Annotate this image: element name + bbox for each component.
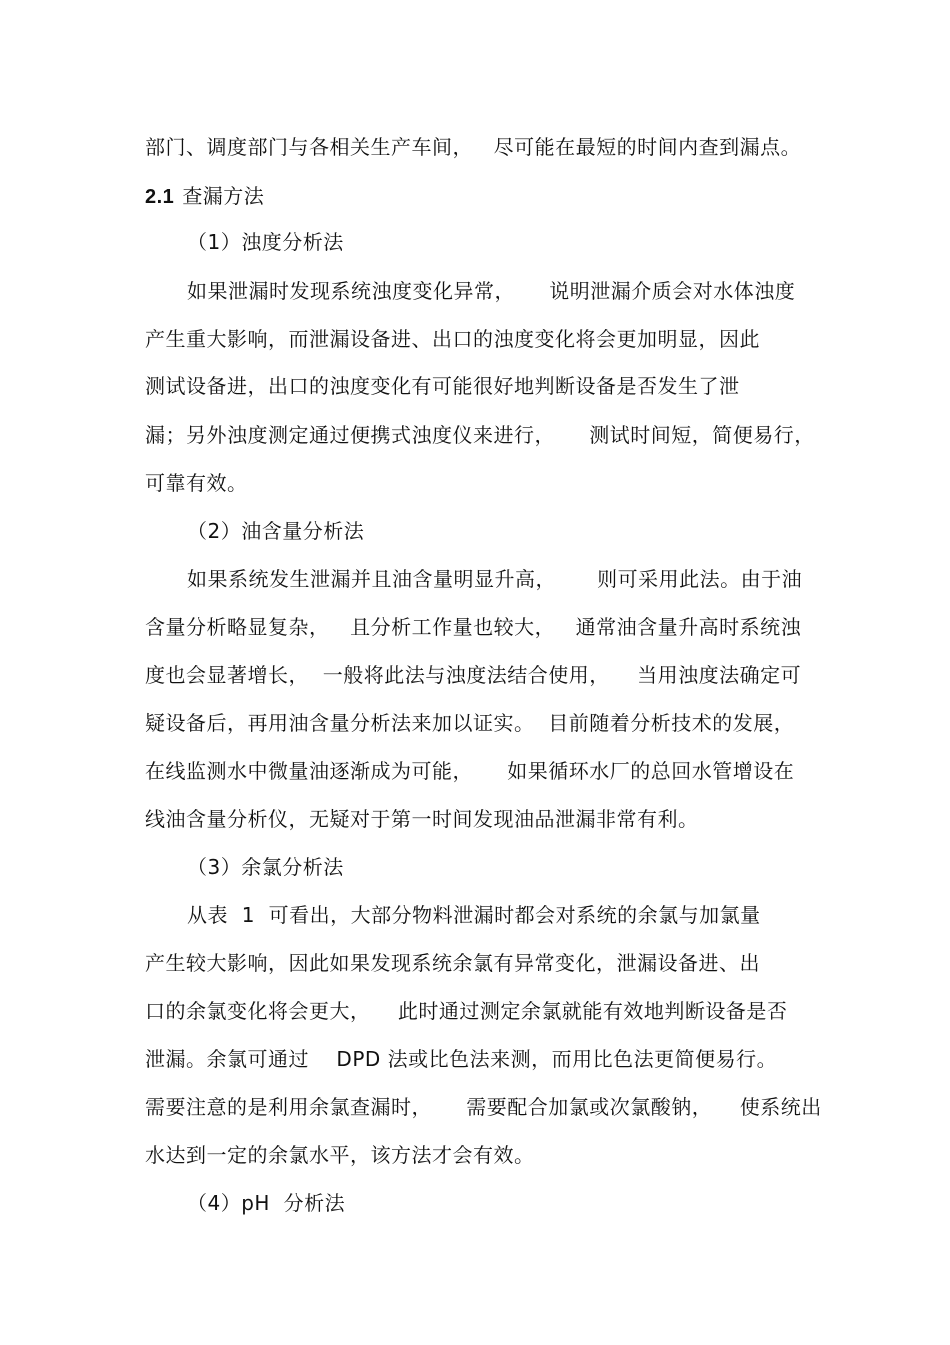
paragraph-line: 度也会显著增长， 一般将此法与浊度法结合使用， 当用浊度法确定可 — [145, 663, 802, 687]
paragraph-line: 含量分析略显复杂， 且分析工作量也较大， 通常油含量升高时系统浊 — [145, 615, 802, 639]
section-title: 查漏方法 — [182, 184, 265, 208]
paragraph-line: 可靠有效。 — [145, 471, 248, 495]
paragraph-line: 从表 1 可看出，大部分物料泄漏时都会对系统的余氯与加氯量 — [187, 903, 761, 927]
paragraph-line: 如果泄漏时发现系统浊度变化异常， 说明泄漏介质会对水体浊度 — [187, 279, 796, 303]
paragraph-line: 产生较大影响，因此如果发现系统余氯有异常变化，泄漏设备进、出 — [145, 951, 760, 975]
paragraph-line: 线油含量分析仪，无疑对于第一时间发现油品泄漏非常有利。 — [145, 807, 699, 831]
paragraph-line: 在线监测水中微量油逐渐成为可能， 如果循环水厂的总回水管增设在 — [145, 759, 795, 783]
section-number: 2.1 — [145, 186, 175, 208]
subsection-heading-ph: （4）pH 分析法 — [187, 1191, 346, 1215]
paragraph-line: 测试设备进，出口的浊度变化有可能很好地判断设备是否发生了泄 — [145, 374, 740, 398]
paragraph-line: 口的余氯变化将会更大， 此时通过测定余氯就能有效地判断设备是否 — [145, 999, 788, 1023]
paragraph-line: 疑设备后，再用油含量分析法来加以证实。 目前随着分析技术的发展， — [145, 711, 795, 735]
paragraph-line: 漏；另外浊度测定通过便携式浊度仪来进行， 测试时间短，简便易行， — [145, 423, 815, 447]
subsection-heading-oil: （2）油含量分析法 — [187, 519, 365, 543]
paragraph-line: 部门、调度部门与各相关生产车间， 尽可能在最短的时间内查到漏点。 — [145, 135, 802, 159]
paragraph-line: 如果系统发生泄漏并且油含量明显升高， 则可采用此法。由于油 — [187, 567, 803, 591]
paragraph-line: 产生重大影响，而泄漏设备进、出口的浊度变化将会更加明显，因此 — [145, 327, 760, 351]
paragraph-line: 需要注意的是利用余氯查漏时， 需要配合加氯或次氯酸钠， 使系统出 — [145, 1095, 822, 1119]
paragraph-line: 泄漏。余氯可通过 DPD 法或比色法来测，而用比色法更简便易行。 — [145, 1047, 778, 1071]
section-heading — [145, 184, 264, 209]
paragraph-line: 水达到一定的余氯水平，该方法才会有效。 — [145, 1143, 535, 1167]
subsection-heading-chlorine: （3）余氯分析法 — [187, 855, 344, 879]
subsection-heading-turbidity: （1）浊度分析法 — [187, 230, 344, 254]
